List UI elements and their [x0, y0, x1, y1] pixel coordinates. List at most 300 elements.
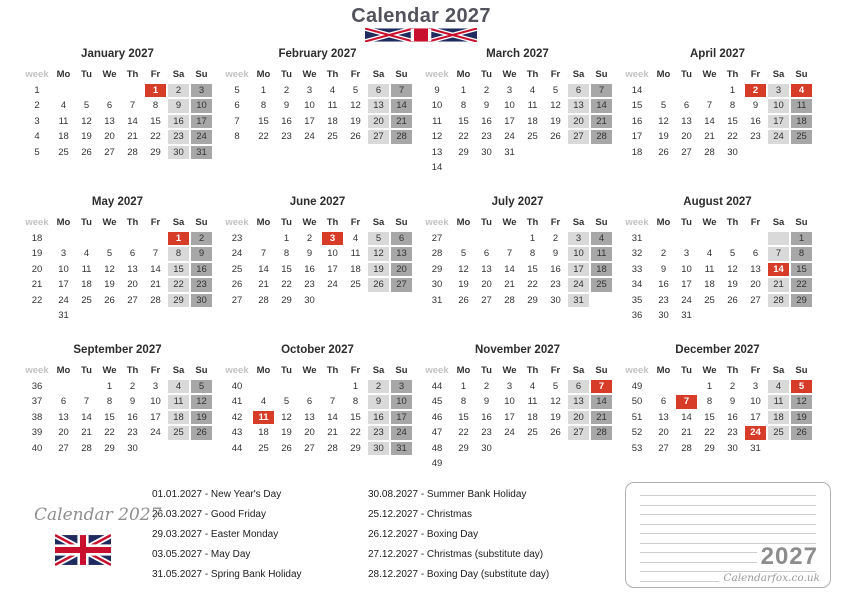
day-cell: 17 [304, 115, 315, 127]
day-cell: 21 [127, 131, 138, 142]
week-number: 14 [631, 84, 643, 96]
day-cell: 9 [660, 263, 667, 275]
day-cell: 21 [681, 427, 692, 438]
day-cell: 18 [258, 427, 269, 438]
day-cell: 22 [350, 427, 361, 438]
day-cell [75, 83, 98, 99]
day-cell: 12 [727, 263, 738, 275]
day-cell [390, 293, 413, 309]
week-number: 7 [234, 115, 240, 127]
month-table [622, 67, 813, 160]
day-cell: 11 [327, 100, 338, 111]
day-cell: 15 [458, 115, 469, 127]
weekday-header: Th [126, 217, 139, 228]
day-cell [521, 160, 544, 176]
day-cell: 9 [306, 248, 313, 259]
day-cell: 13 [58, 411, 69, 423]
day-cell: 8 [529, 248, 536, 259]
day-cell: 10 [504, 100, 515, 111]
day-cell: 11 [167, 394, 190, 410]
month-march [422, 47, 613, 186]
day-cell [790, 308, 813, 324]
weekday-header: Sa [772, 69, 785, 80]
day-cell: 8 [706, 396, 713, 407]
day-cell: 13 [127, 263, 138, 275]
day-cell: 15 [458, 411, 469, 423]
day-cell [544, 441, 567, 457]
weekday-header: Sa [372, 365, 385, 376]
weekday-header: Tu [281, 365, 292, 376]
weekday-header: Sa [572, 69, 585, 80]
week-number: 41 [231, 396, 243, 407]
weekday-header: Tu [681, 69, 692, 80]
day-cell: 21 [150, 279, 161, 290]
weekday-header: Mo [56, 365, 71, 376]
day-cell: 25 [790, 129, 813, 145]
day-cell: 11 [527, 396, 538, 407]
weekday-header: We [102, 217, 117, 228]
day-cell: 16 [481, 115, 492, 127]
day-cell [767, 231, 790, 247]
weekday-header: Su [395, 365, 408, 376]
day-cell: 17 [327, 263, 338, 275]
day-cell: 29 [167, 293, 190, 309]
weekday-header: Sa [772, 217, 785, 228]
day-cell: 1 [460, 84, 467, 96]
day-cell: 24 [504, 131, 515, 142]
weekday-header: Th [526, 365, 539, 376]
day-cell [567, 145, 590, 161]
day-cell: 22 [727, 131, 738, 142]
day-cell: 17 [58, 279, 69, 290]
day-cell: 20 [104, 131, 115, 142]
day-cell: 28 [590, 129, 613, 145]
day-cell: 24 [504, 427, 515, 438]
month-august [622, 195, 813, 334]
note-line [640, 495, 816, 496]
day-cell: 31 [390, 441, 413, 457]
day-cell: 19 [727, 279, 738, 290]
weekday-header: Tu [281, 217, 292, 228]
month-february [222, 47, 413, 186]
day-cell: 26 [550, 427, 561, 438]
day-cell: 10 [504, 396, 515, 407]
day-cell [652, 379, 675, 395]
weekday-header: We [302, 69, 317, 80]
day-cell: 23 [750, 131, 761, 142]
week-col-header: week [625, 365, 649, 376]
holiday-item: 03.05.2027 - May Day [152, 549, 251, 560]
day-cell: 6 [367, 83, 390, 99]
weekday-header: Fr [350, 69, 361, 80]
weekday-header: Mo [56, 69, 71, 80]
week-number: 11 [432, 115, 442, 127]
day-cell: 8 [460, 396, 467, 407]
day-cell: 17 [504, 411, 515, 423]
holiday-item: 25.12.2027 - Christmas [368, 509, 472, 520]
day-cell [144, 441, 167, 457]
day-cell: 7 [83, 396, 90, 407]
week-number: 44 [431, 380, 443, 392]
week-number: 50 [631, 396, 643, 407]
day-cell: 14 [258, 263, 269, 275]
day-cell: 4 [260, 396, 267, 407]
month-title: February 2027 [278, 48, 357, 60]
day-cell: 24 [567, 277, 590, 293]
weekday-header: Sa [172, 365, 185, 376]
day-cell: 23 [550, 279, 561, 290]
day-cell: 8 [729, 100, 736, 111]
week-number: 32 [631, 248, 643, 259]
day-cell: 26 [190, 425, 213, 441]
weekday-header: Su [795, 365, 808, 376]
month-title: November 2027 [474, 344, 561, 356]
week-number: 12 [431, 131, 443, 142]
day-cell: 14 [704, 115, 715, 127]
day-cell: 4 [167, 379, 190, 395]
weekday-header: We [102, 365, 117, 376]
day-cell [675, 83, 698, 99]
day-cell [521, 456, 544, 472]
day-cell: 30 [367, 441, 390, 457]
day-cell: 26 [550, 131, 561, 142]
day-cell: 26 [658, 146, 669, 158]
day-cell: 4 [529, 380, 536, 392]
week-number: 2 [34, 100, 40, 111]
week-number: 15 [631, 100, 643, 111]
day-cell: 4 [83, 248, 90, 259]
day-cell [275, 379, 298, 395]
month-july [422, 195, 613, 334]
day-cell [167, 441, 190, 457]
week-number: 3 [34, 115, 40, 127]
day-cell: 19 [281, 427, 292, 438]
day-cell: 28 [767, 293, 790, 309]
day-cell: 27 [750, 294, 761, 306]
month-december [622, 343, 813, 482]
day-cell [252, 231, 275, 247]
day-cell [75, 379, 98, 395]
month-may [22, 195, 213, 334]
notes-box [625, 482, 831, 588]
day-cell: 14 [681, 411, 692, 423]
day-cell: 19 [367, 262, 390, 278]
week-col-header: week [225, 365, 249, 376]
day-cell: 19 [550, 115, 561, 127]
week-number: 49 [431, 458, 443, 469]
day-cell: 10 [750, 396, 761, 407]
day-cell: 13 [567, 98, 590, 114]
day-cell: 5 [106, 248, 113, 259]
weekday-header: Tu [481, 217, 492, 228]
weekday-header: Fr [550, 217, 561, 228]
day-cell: 20 [367, 114, 390, 130]
day-cell [790, 441, 813, 457]
weekday-header: Fr [350, 217, 361, 228]
day-cell: 24 [304, 131, 315, 142]
day-cell: 21 [590, 410, 613, 426]
day-cell: 17 [190, 114, 213, 130]
week-number: 47 [431, 427, 443, 438]
week-number: 19 [31, 248, 43, 259]
weekday-header: We [502, 69, 517, 80]
day-cell: 11 [350, 248, 361, 259]
day-cell: 18 [767, 410, 790, 426]
day-cell: 16 [550, 263, 561, 275]
day-cell: 8 [260, 100, 267, 111]
day-cell: 20 [658, 427, 669, 438]
day-cell: 7 [706, 100, 713, 111]
day-cell: 21 [590, 114, 613, 130]
day-cell: 7 [590, 83, 613, 99]
day-cell: 1 [529, 232, 536, 244]
day-cell: 24 [681, 294, 692, 306]
day-cell: 21 [704, 131, 715, 142]
page-header [0, 5, 842, 42]
week-number: 13 [431, 146, 443, 158]
day-cell: 15 [150, 115, 161, 127]
day-cell: 15 [790, 262, 813, 278]
day-cell: 25 [590, 277, 613, 293]
weekday-header: We [102, 69, 117, 80]
weekday-header: We [302, 217, 317, 228]
day-cell [767, 441, 790, 457]
day-cell: 4 [790, 83, 813, 99]
day-cell: 5 [352, 84, 359, 96]
day-cell [767, 308, 790, 324]
day-cell: 22 [258, 131, 269, 142]
day-cell: 25 [258, 442, 269, 454]
day-cell: 6 [567, 83, 590, 99]
day-cell: 28 [327, 442, 338, 454]
day-cell: 17 [681, 279, 692, 290]
month-title: August 2027 [683, 196, 752, 208]
weekday-header: Sa [372, 217, 385, 228]
day-cell: 5 [367, 231, 390, 247]
day-cell: 2 [306, 232, 313, 244]
day-cell: 16 [304, 263, 315, 275]
week-number: 53 [631, 442, 643, 454]
day-cell: 23 [367, 425, 390, 441]
day-cell: 3 [506, 380, 513, 392]
day-cell: 12 [658, 115, 669, 127]
day-cell: 1 [790, 231, 813, 247]
day-cell: 2 [190, 231, 213, 247]
day-cell: 12 [790, 394, 813, 410]
day-cell: 25 [167, 425, 190, 441]
day-cell: 21 [504, 279, 515, 290]
day-cell [698, 83, 721, 99]
day-cell: 11 [252, 410, 275, 426]
day-cell: 5 [660, 100, 667, 111]
weekday-header: Su [195, 217, 208, 228]
day-cell: 19 [658, 131, 669, 142]
day-cell: 2 [660, 248, 667, 259]
day-cell: 7 [767, 246, 790, 262]
day-cell: 26 [367, 277, 390, 293]
weekday-header: Fr [550, 69, 561, 80]
week-number: 43 [231, 427, 243, 438]
footer-logo-text: Calendar 2027 [34, 505, 162, 525]
day-cell: 24 [58, 294, 69, 306]
day-cell [121, 308, 144, 324]
month-title: March 2027 [486, 48, 549, 60]
day-cell: 11 [590, 246, 613, 262]
day-cell: 4 [706, 248, 713, 259]
month-title: December 2027 [675, 344, 760, 356]
day-cell: 9 [167, 98, 190, 114]
day-cell: 13 [104, 115, 115, 127]
week-number: 29 [431, 263, 443, 275]
week-number: 28 [431, 248, 443, 259]
weekday-header: Th [726, 365, 739, 376]
day-cell [544, 456, 567, 472]
week-number: 30 [431, 279, 443, 290]
day-cell: 29 [104, 442, 115, 454]
holiday-item: 01.01.2027 - New Year's Day [152, 489, 282, 500]
day-cell: 10 [390, 394, 413, 410]
day-cell: 29 [527, 294, 538, 306]
day-cell: 21 [258, 279, 269, 290]
day-cell: 6 [306, 396, 313, 407]
day-cell: 22 [104, 427, 115, 438]
day-cell [98, 308, 121, 324]
day-cell: 16 [367, 410, 390, 426]
day-cell: 1 [144, 83, 167, 99]
day-cell: 2 [552, 232, 559, 244]
day-cell: 17 [750, 411, 761, 423]
month-title: January 2027 [81, 48, 154, 60]
day-cell: 1 [167, 231, 190, 247]
weekday-header: Fr [750, 217, 761, 228]
day-cell: 11 [58, 115, 69, 127]
day-cell: 20 [567, 114, 590, 130]
day-cell [744, 231, 767, 247]
day-cell [52, 231, 75, 247]
weekday-header: Tu [81, 69, 92, 80]
weekday-header: Mo [256, 217, 271, 228]
day-cell: 30 [727, 442, 738, 454]
weekday-header: Mo [656, 69, 671, 80]
day-cell: 13 [681, 115, 692, 127]
day-cell: 27 [567, 129, 590, 145]
month-table [22, 67, 213, 160]
day-cell: 27 [681, 146, 692, 158]
week-number: 16 [631, 115, 643, 127]
day-cell: 29 [281, 294, 292, 306]
weekday-header: Mo [456, 69, 471, 80]
week-number: 24 [231, 248, 243, 259]
day-cell: 19 [190, 410, 213, 426]
note-line [640, 505, 816, 506]
week-number: 31 [431, 294, 443, 306]
month-title: May 2027 [91, 196, 144, 208]
week-number: 18 [31, 232, 43, 244]
month-table [22, 215, 213, 324]
month-september [22, 343, 213, 482]
weekday-header: Su [795, 217, 808, 228]
week-number: 39 [31, 427, 43, 438]
day-cell [590, 160, 613, 176]
day-cell: 3 [390, 379, 413, 395]
day-cell: 15 [727, 115, 738, 127]
day-cell: 7 [390, 83, 413, 99]
day-cell [452, 456, 475, 472]
day-cell: 20 [481, 279, 492, 290]
day-cell: 26 [790, 425, 813, 441]
day-cell: 27 [481, 294, 492, 306]
day-cell: 23 [281, 131, 292, 142]
day-cell: 24 [150, 427, 161, 438]
month-table [22, 363, 213, 456]
day-cell: 9 [729, 396, 736, 407]
day-cell: 6 [683, 100, 690, 111]
day-cell: 23 [727, 427, 738, 438]
day-cell: 3 [567, 231, 590, 247]
week-number: 36 [631, 310, 643, 321]
day-cell: 5 [552, 84, 559, 96]
holiday-item: 30.08.2027 - Summer Bank Holiday [368, 489, 527, 500]
day-cell: 23 [658, 294, 669, 306]
day-cell: 13 [750, 263, 761, 275]
union-jack-flag-icon [55, 534, 111, 566]
week-col-header: week [25, 217, 49, 228]
week-number: 52 [631, 427, 643, 438]
day-cell: 2 [744, 83, 767, 99]
day-cell: 10 [58, 263, 69, 275]
week-number: 20 [31, 263, 43, 275]
day-cell: 18 [81, 279, 92, 290]
day-cell: 13 [304, 411, 315, 423]
day-cell: 5 [552, 380, 559, 392]
weekday-header: Su [395, 217, 408, 228]
weekday-header: Th [326, 69, 339, 80]
weekday-header: Fr [750, 365, 761, 376]
weekday-header: We [302, 365, 317, 376]
day-cell: 1 [729, 84, 736, 96]
day-cell: 4 [352, 232, 359, 244]
day-cell: 1 [352, 380, 359, 392]
week-number: 27 [431, 232, 443, 244]
weekday-header: We [702, 69, 717, 80]
day-cell [544, 145, 567, 161]
day-cell: 18 [527, 411, 538, 423]
day-cell: 2 [167, 83, 190, 99]
day-cell: 6 [660, 396, 667, 407]
holiday-item: 31.05.2027 - Spring Bank Holiday [152, 569, 302, 580]
notes-brand: Calendarfox.co.uk [719, 572, 820, 584]
week-number: 48 [431, 442, 443, 454]
day-cell [98, 231, 121, 247]
weekday-header: Tu [81, 217, 92, 228]
day-cell: 2 [483, 380, 490, 392]
weekday-header: Fr [750, 69, 761, 80]
day-cell [721, 308, 744, 324]
day-cell: 23 [167, 129, 190, 145]
day-cell: 5 [83, 100, 90, 111]
day-cell: 3 [152, 380, 159, 392]
day-cell: 18 [704, 279, 715, 290]
weekday-header: Tu [681, 365, 692, 376]
day-cell: 16 [127, 411, 138, 423]
week-col-header: week [425, 69, 449, 80]
day-cell [521, 441, 544, 457]
holidays-column-left [152, 485, 302, 585]
day-cell: 16 [727, 411, 738, 423]
day-cell: 4 [767, 379, 790, 395]
holidays-column-right [368, 485, 549, 585]
day-cell: 31 [750, 442, 761, 454]
